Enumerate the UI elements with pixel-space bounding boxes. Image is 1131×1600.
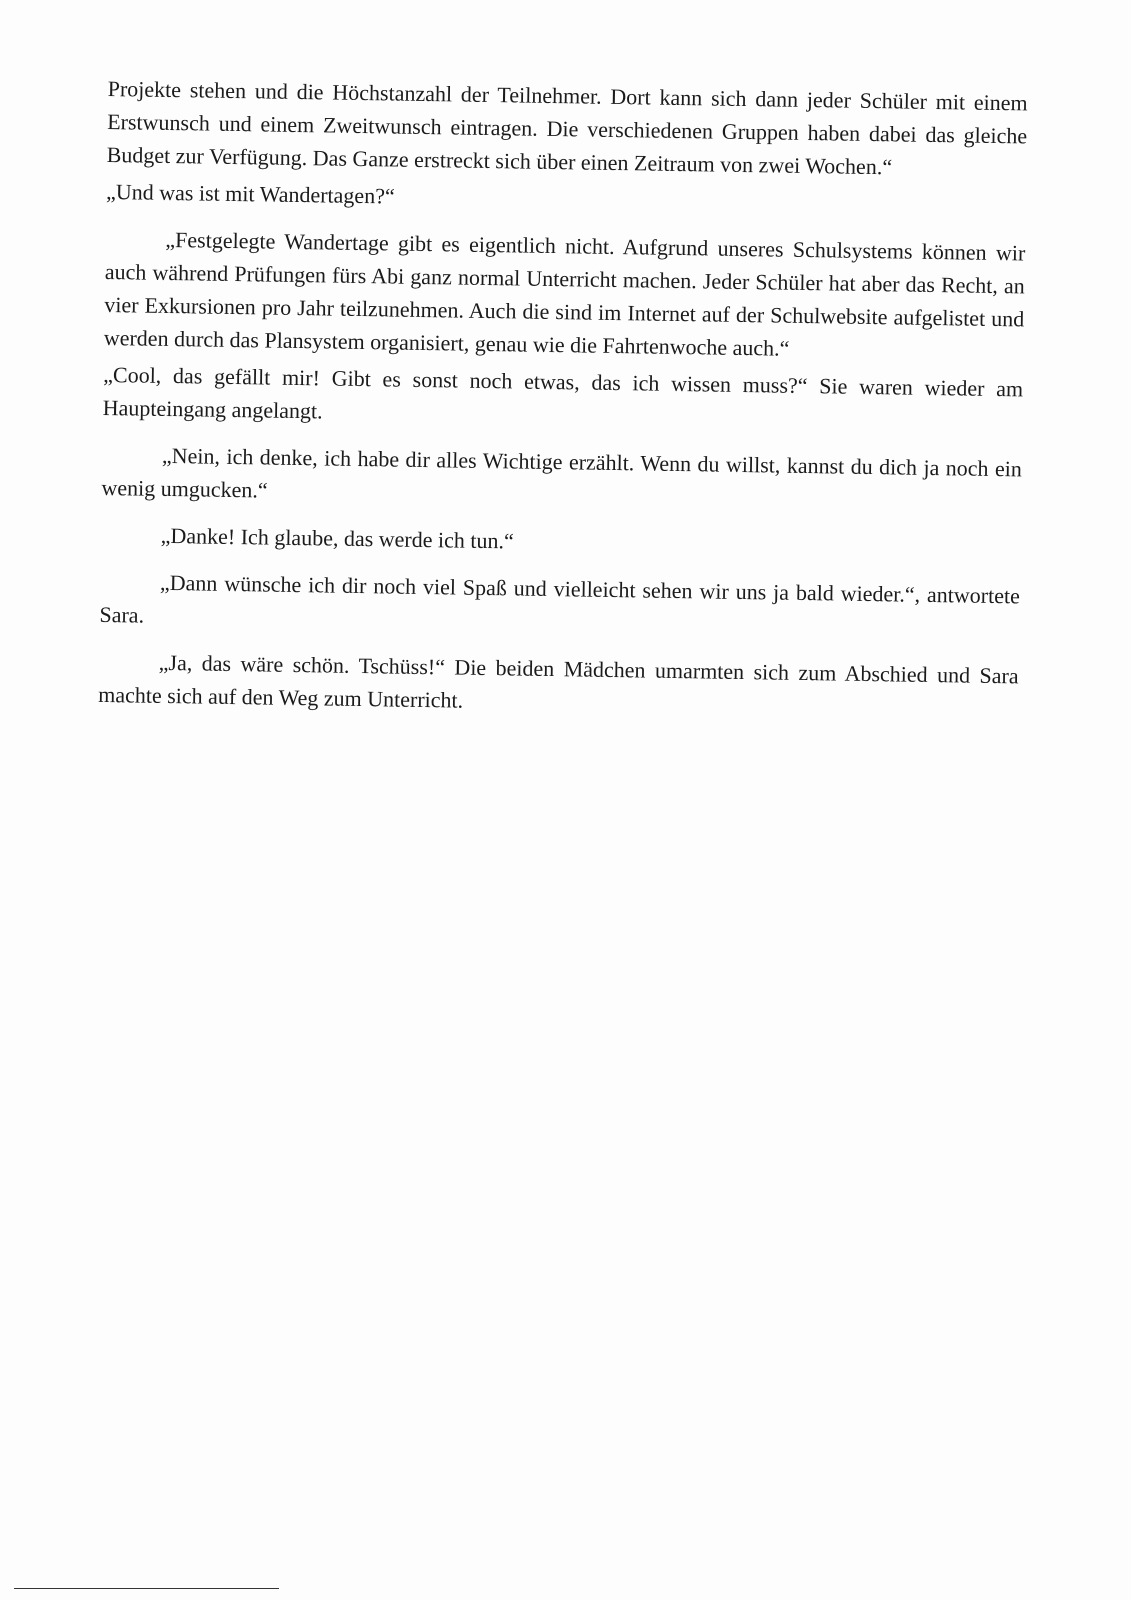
paragraph-3: „Festgelegte Wandertage gibt es eigentlich nicht. Aufgrund unseres Schulsystems können wir auch während Prüfungen fürs Abi ganz normal Unterricht machen. Jeder Schüler hat aber das Recht, an vier Exkursionen pro Jahr teilzunehmen. Auch die sind im Internet auf der Schulwebsite aufgelistet und werden durch das Plansystem organisiert, genau wie die Fahrtenwoche auch.“ — [103, 226, 1026, 361]
body-text — [98, 72, 1028, 739]
paragraph-2: „Und was ist mit Wandertagen?“ — [105, 178, 395, 209]
paragraph-4: „Cool, das gefällt mir! Gibt es sonst noch etwas, das ich wissen muss?“ Sie waren wieder am Haupteingang angelangt. — [102, 361, 1024, 424]
paragraph-6: „Danke! Ich glaube, das werde ich tun.“ — [160, 522, 514, 554]
paragraph-7: „Dann wünsche ich dir noch viel Spaß und vielleicht sehen wir uns ja bald wieder.“, antwortete Sara. — [99, 569, 1021, 628]
footnote-separator-line — [14, 1588, 279, 1589]
paragraph-5: „Nein, ich denke, ich habe dir alles Wichtige erzählt. Wenn du willst, kannst du dich ja noch ein wenig umgucken.“ — [101, 442, 1023, 503]
paragraph-8: „Ja, das wäre schön. Tschüss!“ Die beiden Mädchen umarmten sich zum Abschied und Sara machte sich auf den Weg zum Unterricht. — [98, 649, 1019, 713]
paragraph-1: Projekte stehen und die Höchstanzahl der Teilnehmer. Dort kann sich dann jeder Schüler mit einem Erstwunsch und einem Zweitwunsch eintragen. Die verschiedenen Gruppen haben dabei das gleiche Budget zur Verfügung. Das Ganze erstreckt sich über einen Zeitraum von zwei Wochen.“ — [106, 75, 1028, 180]
